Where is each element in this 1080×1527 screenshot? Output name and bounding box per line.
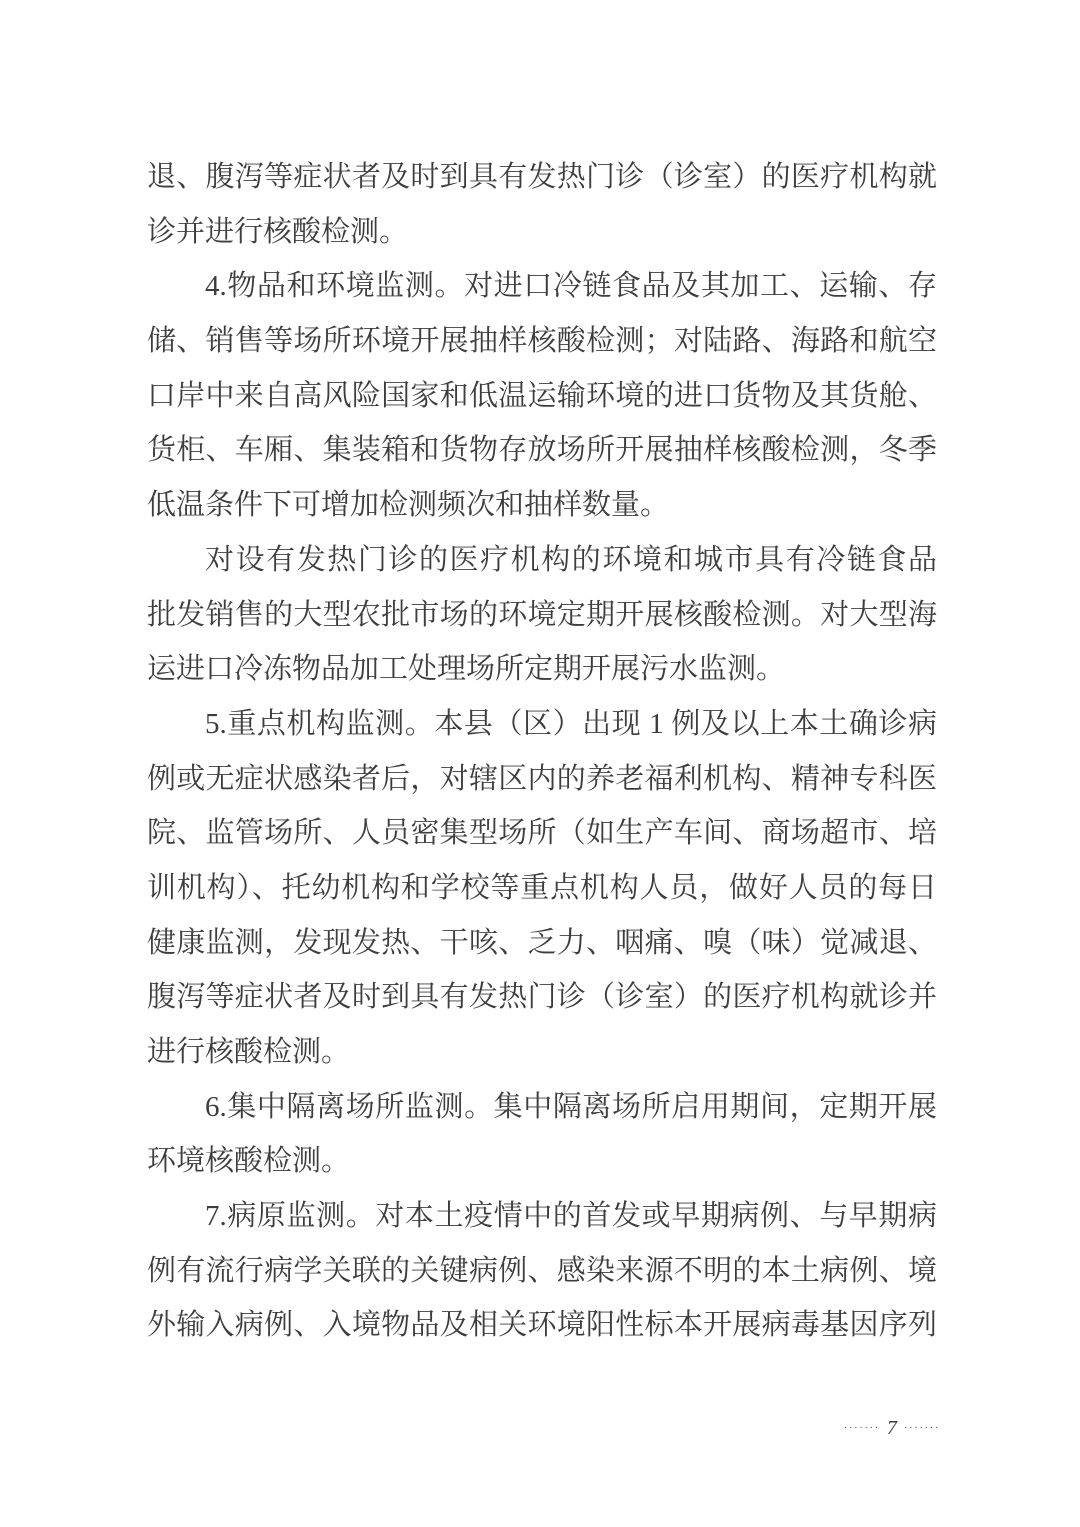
- text-line: 退、腹泻等症状者及时到具有发热门诊（诊室）的医疗机构就: [147, 161, 937, 193]
- text-line: 货柜、车厢、集装箱和货物存放场所开展抽样核酸检测，冬季: [147, 434, 937, 467]
- text-line: 训机构）、托幼机构和学校等重点机构人员，做好人员的每日: [147, 871, 937, 904]
- text-line: 外输入病例、入境物品及相关环境阳性标本开展病毒基因序列: [147, 1309, 937, 1342]
- document-body: [147, 150, 937, 1353]
- text-line: 7.病原监测。对本土疫情中的首发或早期病例、与早期病: [205, 1200, 937, 1233]
- text-line: 5.重点机构监测。本县（区）出现 1 例及以上本土确诊病: [205, 707, 937, 740]
- text-line: 诊并进行核酸检测。: [147, 215, 409, 248]
- text-line: 6.集中隔离场所监测。集中隔离场所启用期间，定期开展: [205, 1090, 937, 1123]
- text-line: 院、监管场所、人员密集型场所（如生产车间、商场超市、培: [147, 817, 937, 850]
- text-line: 健康监测，发现发热、干咳、乏力、咽痛、嗅（味）觉减退、: [147, 926, 937, 959]
- text-line: 4.物品和环境监测。对进口冷链食品及其加工、运输、存: [205, 270, 937, 303]
- text-line: 批发销售的大型农批市场的环境定期开展核酸检测。对大型海: [147, 598, 937, 631]
- text-line: 腹泻等症状者及时到具有发热门诊（诊室）的医疗机构就诊并: [147, 981, 937, 1014]
- text-line: 例有流行病学关联的关键病例、感染来源不明的本土病例、境: [147, 1254, 937, 1287]
- text-line: 对设有发热门诊的医疗机构的环境和城市具有冷链食品: [205, 543, 937, 576]
- text-line: 环境核酸检测。: [147, 1145, 351, 1178]
- text-line: 运进口冷冻物品加工处理场所定期开展污水监测。: [147, 653, 786, 686]
- page-number: 7: [886, 1417, 897, 1439]
- text-line: 进行核酸检测。: [147, 1036, 351, 1068]
- footer-dots-right: ·······: [903, 1421, 940, 1434]
- text-line: 低温条件下可增加检测频次和抽样数量。: [147, 489, 670, 522]
- text-line: 储、销售等场所环境开展抽样核酸检测；对陆路、海路和航空: [147, 325, 937, 358]
- page-footer: [844, 1413, 940, 1443]
- text-line: 口岸中来自高风险国家和低温运输环境的进口货物及其货舱、: [147, 379, 937, 412]
- text-line: 例或无症状感染者后，对辖区内的养老福利机构、精神专科医: [147, 762, 937, 795]
- footer-dots-left: ·······: [843, 1421, 880, 1434]
